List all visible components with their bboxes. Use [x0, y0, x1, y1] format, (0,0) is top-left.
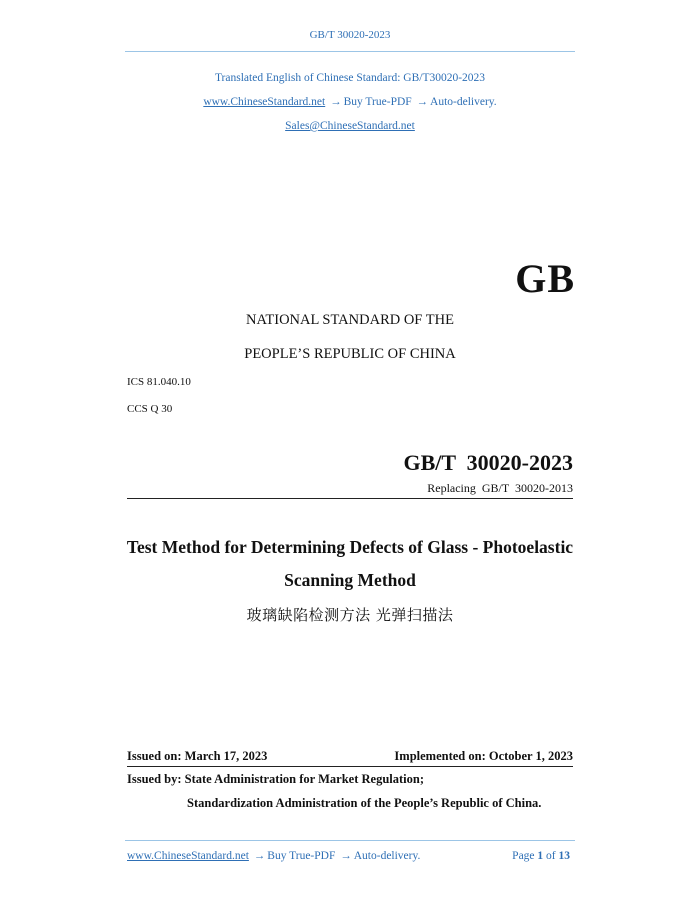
arrow-right-icon: →	[330, 96, 342, 108]
header-divider	[125, 51, 575, 52]
running-header: GB/T 30020-2023	[309, 29, 391, 41]
issued-by-line1: Issued by: State Administration for Market Regulation;	[127, 772, 424, 786]
replacing-standard: Replacing GB/T 30020-2013	[427, 481, 573, 495]
footer-auto-delivery-text: Auto-delivery.	[353, 850, 421, 862]
footer-purchase-notice	[127, 850, 420, 862]
page-current: 1	[537, 850, 544, 862]
national-standard-line1: NATIONAL STANDARD OF THE	[246, 312, 454, 328]
title-english-line1: Test Method for Determining Defects of Glass - Photoelastic	[126, 537, 574, 557]
footer-divider	[125, 840, 575, 841]
arrow-right-icon: →	[416, 96, 429, 108]
national-standard-line2: PEOPLE’S REPUBLIC OF CHINA	[244, 346, 456, 362]
arrow-right-icon: →	[340, 850, 352, 862]
implemented-on-date: Implemented on: October 1, 2023	[394, 749, 573, 763]
arrow-right-icon: →	[253, 850, 266, 862]
title-chinese: 玻璃缺陷检测方法 光弹扫描法	[246, 606, 454, 624]
sales-email-link[interactable]: Sales@ChineseStandard.net	[285, 120, 415, 132]
page-total: 13	[558, 850, 570, 862]
title-divider	[127, 498, 573, 499]
standard-number: GB/T 30020-2023	[403, 450, 573, 475]
page-of-label: of	[546, 850, 556, 862]
email-notice	[0, 120, 700, 132]
footer-site-link[interactable]: www.ChineseStandard.net	[127, 850, 249, 862]
purchase-notice	[0, 96, 700, 108]
buy-pdf-text: Buy True-PDF	[343, 96, 412, 108]
auto-delivery-text: Auto-delivery.	[430, 96, 497, 108]
site-link[interactable]: www.ChineseStandard.net	[203, 96, 326, 108]
issued-on-date: Issued on: March 17, 2023	[127, 749, 268, 763]
footer-buy-pdf-text: Buy True-PDF	[267, 850, 336, 862]
translation-notice: Translated English of Chinese Standard: GB/T30020-2023	[214, 72, 486, 84]
title-english-line2: Scanning Method	[284, 570, 416, 590]
issuance-divider	[127, 766, 573, 767]
ccs-code: CCS Q 30	[127, 403, 173, 415]
ics-code: ICS 81.040.10	[127, 376, 191, 388]
page-label: Page	[512, 850, 535, 862]
page-indicator	[512, 850, 570, 862]
gb-mark: GB	[515, 256, 575, 301]
issued-by-line2: Standardization Administration of the People’s Republic of China.	[187, 796, 542, 810]
